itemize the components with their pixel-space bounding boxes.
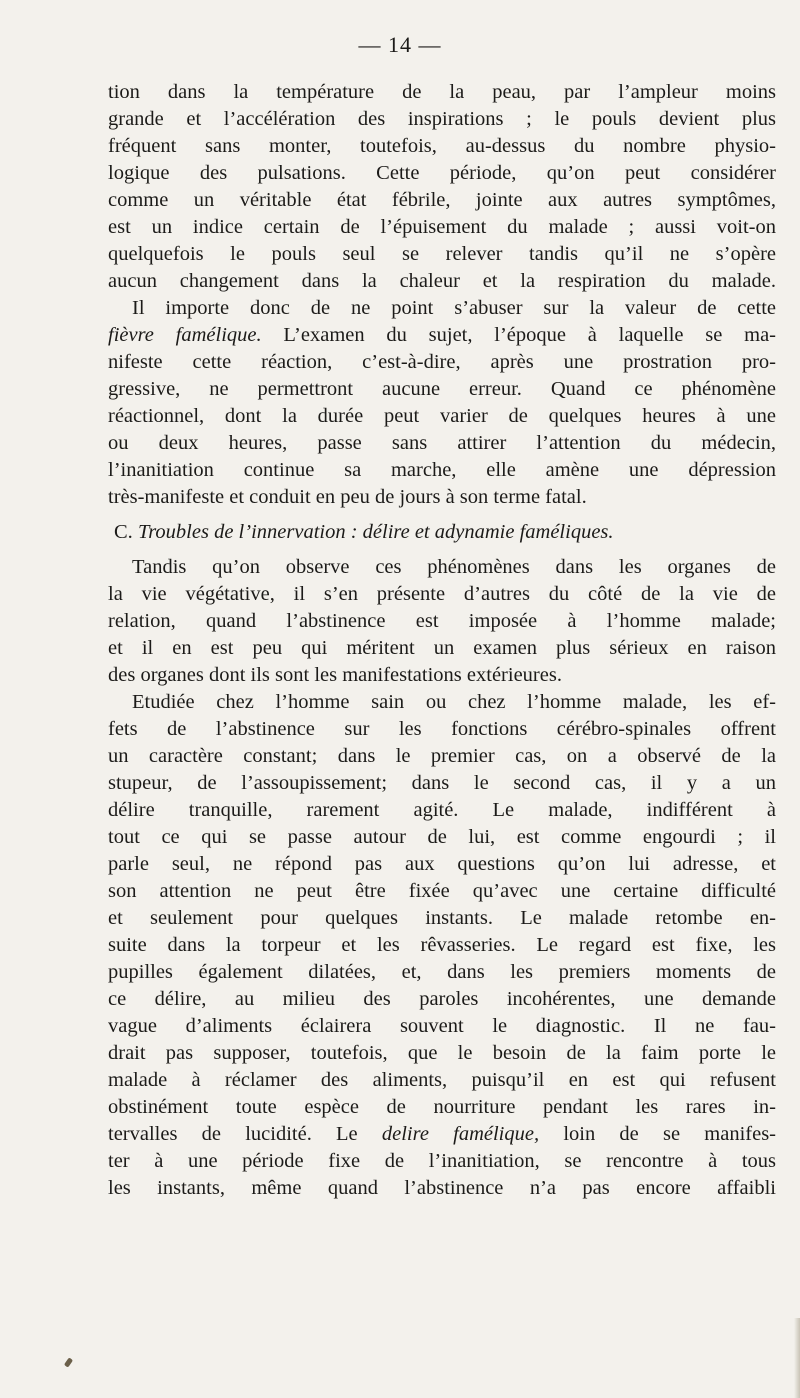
text-line <box>108 322 776 349</box>
text-line: logique des pulsations. Cette période, qu’on peut considérer <box>108 162 776 184</box>
italic-term: delire famélique, <box>381 1123 540 1145</box>
text-line: ter à une période fixe de l’inanitiation, se rencontre à tous <box>108 1150 776 1172</box>
text-line: est un indice certain de l’épuisement du malade ; aussi voit-on <box>108 216 776 238</box>
paragraph-1 <box>108 79 776 295</box>
text-line: et il en est peu qui méritent un examen plus sérieux en raison <box>108 637 776 659</box>
text-line: ou deux heures, passe sans attirer l’attention du médecin, <box>108 432 776 454</box>
paragraph-2 <box>108 295 776 511</box>
text-line: les instants, même quand l’abstinence n’a pas encore affaibli <box>108 1177 776 1199</box>
text-line: aucun changement dans la chaleur et la respiration du malade. <box>108 270 776 292</box>
text-line: stupeur, de l’assoupissement; dans le second cas, il y a un <box>108 772 776 794</box>
text-line: comme un véritable état fébrile, jointe aux autres symptômes, <box>108 189 776 211</box>
text-line: Etudiée chez l’homme sain ou chez l’homme malade, les ef- <box>132 691 776 713</box>
paragraph-4 <box>108 689 776 1202</box>
text-line: Tandis qu’on observe ces phénomènes dans les organes de <box>132 556 776 578</box>
text-line: gressive, ne permettront aucune erreur. Quand ce phénomène <box>108 378 776 400</box>
text-line: un caractère constant; dans le premier cas, on a observé de la <box>108 745 776 767</box>
text-span: tervalles de lucidité. Le <box>108 1123 382 1145</box>
text-line: réactionnel, dont la durée peut varier de quelques heures à une <box>108 405 776 427</box>
text-line: grande et l’accélération des inspirations ; le pouls devient plus <box>108 108 776 130</box>
text-line: son attention ne peut être fixée qu’avec une certaine difficulté <box>108 880 776 902</box>
text-line: l’inanitiation continue sa marche, elle amène une dépression <box>108 459 776 481</box>
text-line: fets de l’abstinence sur les fonctions cérébro-spinales offrent <box>108 718 776 740</box>
text-line: parle seul, ne répond pas aux questions qu’on lui adresse, et <box>108 853 776 875</box>
text-line: des organes dont ils sont les manifestations extérieures. <box>108 664 562 686</box>
body-text <box>108 79 776 1202</box>
text-span: L’examen du sujet, l’époque à laquelle se ma- <box>261 324 776 346</box>
text-line: drait pas supposer, toutefois, que le besoin de la faim porte le <box>108 1042 776 1064</box>
text-line: relation, quand l’abstinence est imposée à l’homme malade; <box>108 610 776 632</box>
text-line: fréquent sans monter, toutefois, au-dessus du nombre physio- <box>108 135 776 157</box>
text-line: nifeste cette réaction, c’est-à-dire, après une prostration pro- <box>108 351 776 373</box>
text-line: très-manifeste et conduit en peu de jours à son terme fatal. <box>108 486 587 508</box>
text-line: malade à réclamer des aliments, puisqu’il en est qui refusent <box>108 1069 776 1091</box>
text-line: ce délire, au milieu des paroles incohérentes, une demande <box>108 988 776 1010</box>
text-line: vague d’aliments éclairera souvent le diagnostic. Il ne fau- <box>108 1015 776 1037</box>
text-line: la vie végétative, il s’en présente d’autres du côté de la vie de <box>108 583 776 605</box>
paragraph-3 <box>108 554 776 689</box>
page-number: — 14 — <box>358 32 442 57</box>
text-line <box>108 1121 776 1148</box>
text-line: pupilles également dilatées, et, dans les premiers moments de <box>108 961 776 983</box>
text-line: quelquefois le pouls seul se relever tandis qu’il ne s’opère <box>108 243 776 265</box>
section-label: C. <box>114 521 133 543</box>
text-line: délire tranquille, rarement agité. Le malade, indifférent à <box>108 799 776 821</box>
page-edge-shadow <box>794 1318 800 1398</box>
section-heading <box>108 519 776 546</box>
section-title: Troubles de l’innervation : délire et adynamie faméliques. <box>137 521 614 543</box>
text-line: obstinément toute espèce de nourriture pendant les rares in- <box>108 1096 776 1118</box>
ink-speck <box>64 1357 73 1367</box>
text-line: et seulement pour quelques instants. Le malade retombe en- <box>108 907 776 929</box>
text-line: tout ce qui se passe autour de lui, est comme engourdi ; il <box>108 826 776 848</box>
text-line: suite dans la torpeur et les rêvasseries. Le regard est fixe, les <box>108 934 776 956</box>
italic-term: fièvre famélique. <box>108 324 262 346</box>
text-span: loin de se manifes- <box>539 1123 776 1145</box>
text-line: tion dans la température de la peau, par l’ampleur moins <box>108 81 776 103</box>
text-line: Il importe donc de ne point s’abuser sur la valeur de cette <box>132 297 776 319</box>
